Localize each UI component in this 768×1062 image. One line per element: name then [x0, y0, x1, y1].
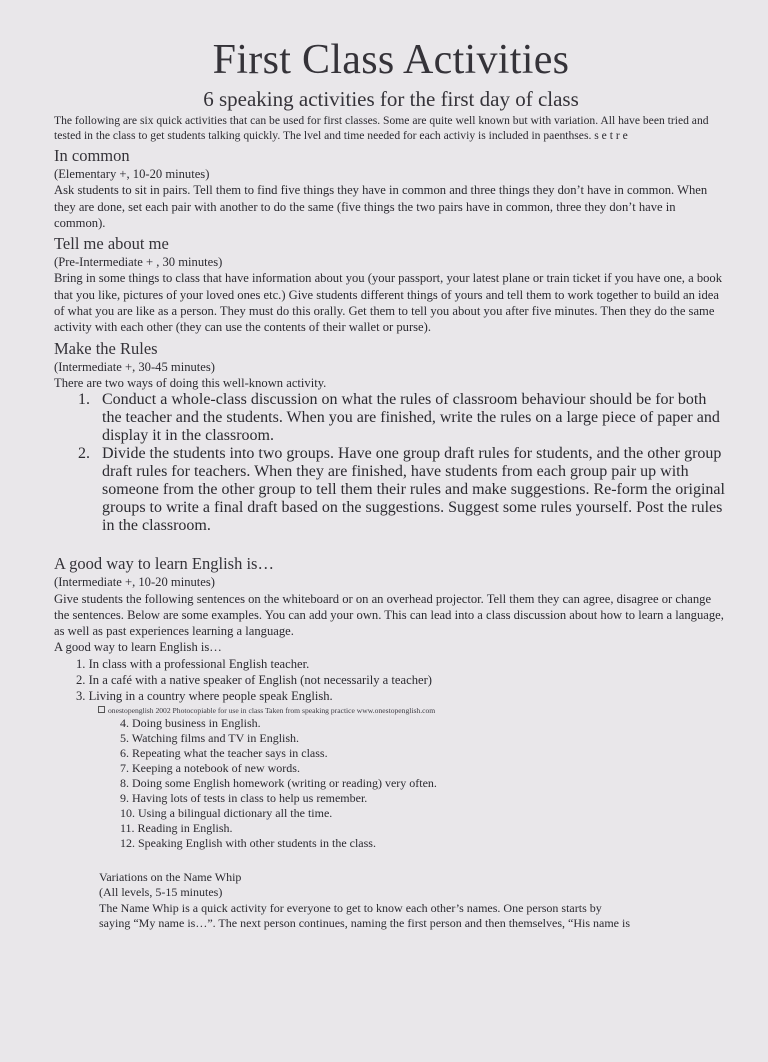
section-level-time: (All levels, 5-15 minutes) — [99, 885, 223, 900]
section-in-common — [54, 146, 728, 231]
list-item: 8. Doing some English homework (writing or reading) very often. — [120, 775, 437, 790]
list-item: 6. Repeating what the teacher says in class. — [120, 745, 328, 760]
section-level-time: (Elementary +, 10-20 minutes) — [54, 167, 210, 181]
section-level-time: (Pre-Intermediate + , 30 minutes) — [54, 255, 223, 270]
list-item: 9. Having lots of tests in class to help us remember. — [120, 790, 368, 805]
section-body-line: The Name Whip is a quick activity for everyone to get to know each other’s names. One person starts by — [99, 900, 602, 915]
section-title: A good way to learn English is… — [54, 554, 274, 574]
section-title: Make the Rules — [54, 338, 158, 358]
section-gap — [54, 535, 728, 551]
section-good-way-to-learn — [54, 554, 728, 850]
list-item: 12. Speaking English with other students in the class. — [120, 835, 376, 850]
list-item — [78, 391, 728, 445]
section-make-the-rules — [54, 339, 728, 536]
list-lead: A good way to learn English is… — [54, 640, 222, 655]
section-title: Tell me about me — [54, 234, 169, 254]
section-body: Bring in some things to class that have information about you (your passport, your latest plane or train ticket if you have one, a book that you like, pictures of your loved ones etc.) Give students different things of yours and tell them to work together to build an idea of what you are like as a person. They must do this orally. Get them to tell you about you after five minutes. Then they do the same activity with each other (they can use the contents of their wallet or purse). — [54, 271, 723, 335]
box-icon — [98, 706, 105, 713]
list-item — [78, 445, 728, 535]
list-item-number: 2. — [78, 445, 90, 463]
list-item-number: 1. — [78, 391, 90, 409]
list-item: 11. Reading in English. — [120, 820, 233, 835]
list-item: 10. Using a bilingual dictionary all the time. — [120, 805, 333, 820]
sentence-list-part-1 — [54, 656, 728, 705]
list-item: 5. Watching films and TV in English. — [120, 730, 300, 745]
section-name-whip — [54, 870, 728, 932]
copyright-footnote — [54, 705, 728, 716]
list-item-text: Divide the students into two groups. Have one group draft rules for students, and the other group draft rules for teachers. When they are finished, have students from each group pair up with someone from the other group to tell them their rules and make suggestions. Re-form the original groups to write a final draft based on the suggestions. Suggest some rules yourself. Post the rules in the classroom. — [102, 445, 725, 535]
page-subtitle: 6 speaking activities for the first day of class — [203, 87, 579, 111]
intro-paragraph: The following are six quick activities that can be used for first classes. Some are quite well known but with variation. All have been tried and tested in the class to get students talking quickly. The lvel and time needed for each activiy is included in paenthses. s e t r e — [54, 114, 709, 142]
section-body: Ask students to sit in pairs. Tell them to find five things they have in common and three things they don’t have in common. When they are done, set each pair with another to do the same (five things the two pairs have in common, three they don’t have in common). — [54, 183, 708, 230]
section-level-time: (Intermediate +, 30-45 minutes) — [54, 359, 215, 374]
section-title: In common — [54, 146, 130, 165]
list-item: 7. Keeping a notebook of new words. — [120, 760, 300, 775]
page-title: First Class Activities — [212, 37, 570, 83]
document-page — [0, 38, 768, 1062]
list-item: 3. Living in a country where people speak English. — [76, 689, 333, 704]
sentence-list-part-2 — [54, 716, 728, 851]
section-body: Give students the following sentences on the whiteboard or on an overhead projector. Tell them they can agree, disagree or change the sentences. Below are some examples. You can add your own. This can lead into a class discussion about how to learn a language, as well as past experiences learning a language. — [54, 591, 724, 639]
list-item: 2. In a café with a native speaker of English (not necessarily a teacher) — [76, 673, 432, 688]
section-level-time: (Intermediate +, 10-20 minutes) — [54, 575, 215, 590]
section-title: Variations on the Name Whip — [99, 869, 242, 884]
section-body-line: saying “My name is…”. The next person continues, naming the first person and then themselves, “His name is — [99, 916, 630, 931]
section-tell-me-about-me — [54, 234, 728, 335]
list-item: 1. In class with a professional English teacher. — [76, 656, 310, 671]
list-item-text: Conduct a whole-class discussion on what the rules of classroom behaviour should be for both the teacher and the students. When you are finished, write the rules on a large piece of paper and display it in the classroom. — [102, 391, 720, 445]
footnote-text: onestopenglish 2002 Photocopiable for use in class Taken from speaking practice www.onestopenglish.com — [108, 705, 436, 715]
rules-list — [54, 391, 728, 535]
list-item: 4. Doing business in English. — [120, 715, 261, 730]
section-body: There are two ways of doing this well-known activity. — [54, 375, 327, 390]
